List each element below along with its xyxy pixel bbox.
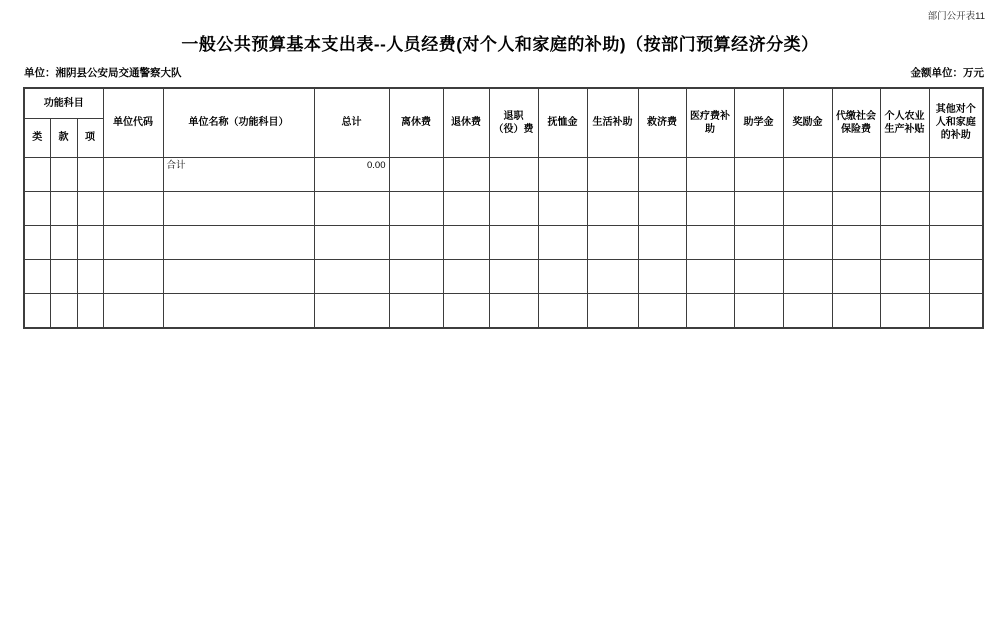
table-cell [163,293,314,328]
table-cell [638,191,686,225]
budget-table-body [24,157,983,328]
table-cell [103,225,163,259]
table-cell [77,259,103,293]
header-func-group: 功能科目 [24,88,103,118]
table-cell [538,157,587,191]
table-cell [50,293,77,328]
table-cell [50,225,77,259]
doc-sheet-number: 部门公开表11 [927,11,985,22]
table-cell [489,157,538,191]
header-col: 抚恤金 [538,88,587,157]
table-cell [686,259,734,293]
table-cell [443,259,489,293]
budget-table-header [24,88,983,157]
table-cell [538,259,587,293]
table-cell [389,293,443,328]
table-cell [389,225,443,259]
table-cell [587,225,638,259]
table-cell [489,293,538,328]
table-cell [443,157,489,191]
table-cell [443,225,489,259]
table-row [24,225,983,259]
table-cell: 合计 [163,157,314,191]
table-row [24,191,983,225]
table-cell [103,259,163,293]
table-cell [443,293,489,328]
table-cell [77,191,103,225]
header-col: 个人农业生产补贴 [880,88,929,157]
table-cell [880,157,929,191]
table-cell [587,259,638,293]
table-cell [443,191,489,225]
table-cell [832,157,880,191]
table-cell [389,259,443,293]
header-col: 单位代码 [103,88,163,157]
table-cell [24,259,50,293]
table-row [24,259,983,293]
table-meta-row [24,66,984,80]
table-cell [24,225,50,259]
table-cell [734,259,783,293]
table-cell [24,293,50,328]
header-col: 其他对个人和家庭的补助 [929,88,983,157]
header-col: 医疗费补助 [686,88,734,157]
table-cell [686,225,734,259]
table-cell [50,157,77,191]
header-col: 救济费 [638,88,686,157]
table-cell [77,293,103,328]
table-cell [638,157,686,191]
table-cell [638,259,686,293]
table-cell [489,259,538,293]
table-cell [880,259,929,293]
table-cell [832,259,880,293]
table-cell [314,293,389,328]
table-cell [163,191,314,225]
reporting-unit-label: 单位：湘阴县公安局交通警察大队 [24,67,182,79]
header-col: 代缴社会保险费 [832,88,880,157]
table-cell [587,157,638,191]
table-cell [929,157,983,191]
table-cell [880,225,929,259]
table-row [24,157,983,191]
table-cell [50,259,77,293]
table-cell [77,225,103,259]
table-cell [538,293,587,328]
table-cell: 0.00 [314,157,389,191]
table-cell [929,293,983,328]
table-cell [389,191,443,225]
table-cell [783,191,832,225]
table-cell [24,157,50,191]
header-subcol: 款 [50,118,77,157]
header-subcol: 项 [77,118,103,157]
table-cell [77,157,103,191]
header-row-top [24,88,983,118]
table-cell [538,225,587,259]
table-cell [832,225,880,259]
amount-unit-label: 金额单位：万元 [910,67,984,79]
header-col: 助学金 [734,88,783,157]
table-cell [832,293,880,328]
table-cell [389,157,443,191]
page-title: 一般公共预算基本支出表--人员经费(对个人和家庭的补助)（按部门预算经济分类） [181,35,819,54]
table-cell [314,225,389,259]
table-cell [929,191,983,225]
header-col: 总计 [314,88,389,157]
table-cell [489,225,538,259]
header-col: 离休费 [389,88,443,157]
table-row [24,293,983,328]
table-cell [783,225,832,259]
table-cell [314,191,389,225]
table-cell [929,259,983,293]
table-cell [587,293,638,328]
table-cell [686,191,734,225]
table-cell [832,191,880,225]
header-col: 奖励金 [783,88,832,157]
table-cell [783,293,832,328]
table-cell [783,157,832,191]
table-cell [734,225,783,259]
table-cell [734,293,783,328]
table-cell [489,191,538,225]
budget-table [23,87,984,329]
table-cell [638,293,686,328]
table-cell [929,225,983,259]
table-cell [50,191,77,225]
table-cell [686,157,734,191]
header-col: 退休费 [443,88,489,157]
header-col: 单位名称（功能科目） [163,88,314,157]
table-cell [734,191,783,225]
table-cell [24,191,50,225]
header-col: 退职（役）费 [489,88,538,157]
table-cell [103,191,163,225]
header-subcol: 类 [24,118,50,157]
table-cell [734,157,783,191]
table-cell [314,259,389,293]
table-cell [163,259,314,293]
header-col: 生活补助 [587,88,638,157]
table-cell [880,293,929,328]
table-cell [686,293,734,328]
table-cell [638,225,686,259]
table-cell [103,293,163,328]
table-cell [103,157,163,191]
table-cell [783,259,832,293]
table-cell [587,191,638,225]
table-cell [163,225,314,259]
table-cell [538,191,587,225]
table-cell [880,191,929,225]
